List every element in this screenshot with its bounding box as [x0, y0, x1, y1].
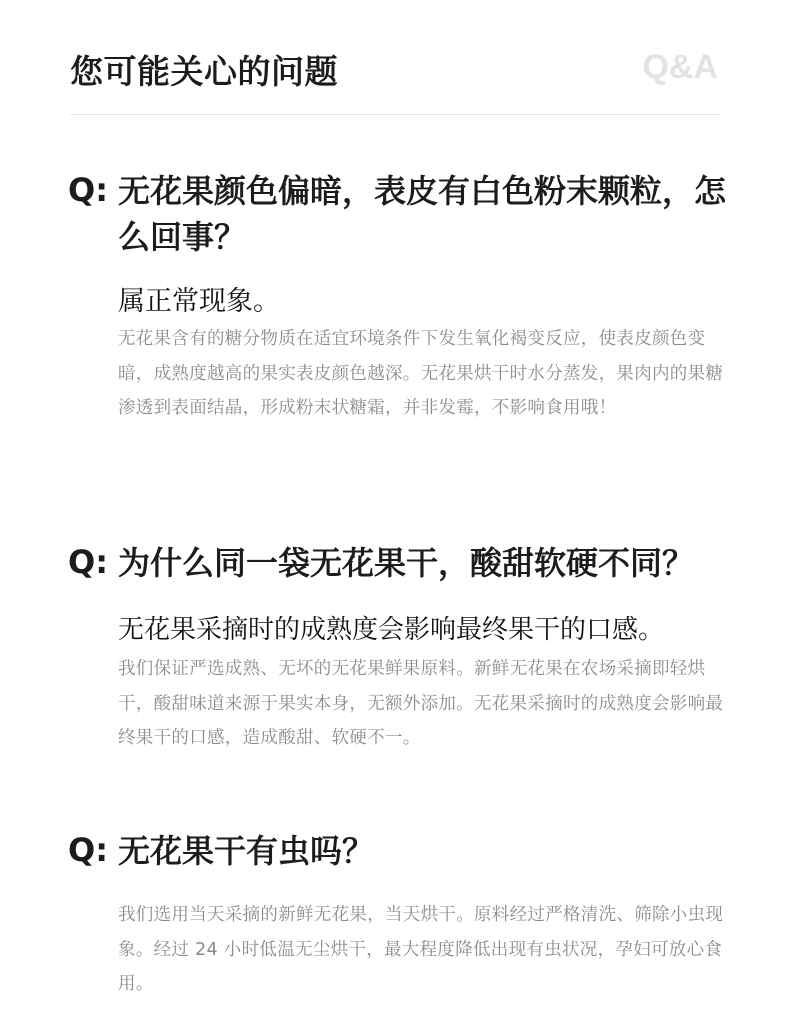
page-header: [70, 42, 720, 94]
question-prefix: Q:: [68, 831, 108, 869]
qa-watermark-tag: Q&A: [642, 48, 718, 86]
header-divider: [70, 114, 720, 115]
question-text: 无花果颜色偏暗，表皮有白色粉末颗粒，怎么回事？: [118, 172, 727, 256]
question-text: 为什么同一袋无花果干，酸甜软硬不同？: [118, 544, 695, 582]
question-prefix: Q:: [68, 171, 108, 209]
question-row: [68, 540, 738, 586]
answer-body: 我们保证严选成熟、无坏的无花果鲜果原料。新鲜无花果在农场采摘即轻烘干，酸甜味道来源于果实本身，无额外添加。无花果采摘时的成熟度会影响最终果干的口感，造成酸甜、软硬不一。: [118, 659, 724, 748]
qa-item-2: [68, 540, 738, 756]
question-row: [68, 828, 738, 874]
question-text: 无花果干有虫吗？: [118, 832, 375, 870]
question-prefix: Q:: [68, 543, 108, 581]
answer-title: 无花果采摘时的成熟度会影响最终果干的口感。: [118, 615, 665, 645]
qa-item-3: [68, 828, 738, 1002]
answer-title: 属正常现象。: [118, 286, 280, 317]
answer-body: 我们选用当天采摘的新鲜无花果，当天烘干。原料经过严格清洗、筛除小虫现象。经过 24 小时低温无尘烘干，最大程度降低出现有虫状况，孕妇可放心食用。: [118, 905, 724, 994]
qa-item-1: [68, 168, 738, 426]
page-title: 您可能关心的问题: [70, 52, 338, 91]
question-row: [68, 168, 738, 260]
answer-body: 无花果含有的糖分物质在适宜环境条件下发生氧化褐变反应，使表皮颜色变暗，成熟度越高的果实表皮颜色越深。无花果烘干时水分蒸发，果肉内的果糖渗透到表面结晶，形成粉末状糖霜，并非发霉，不影响食用哦！: [118, 329, 724, 418]
